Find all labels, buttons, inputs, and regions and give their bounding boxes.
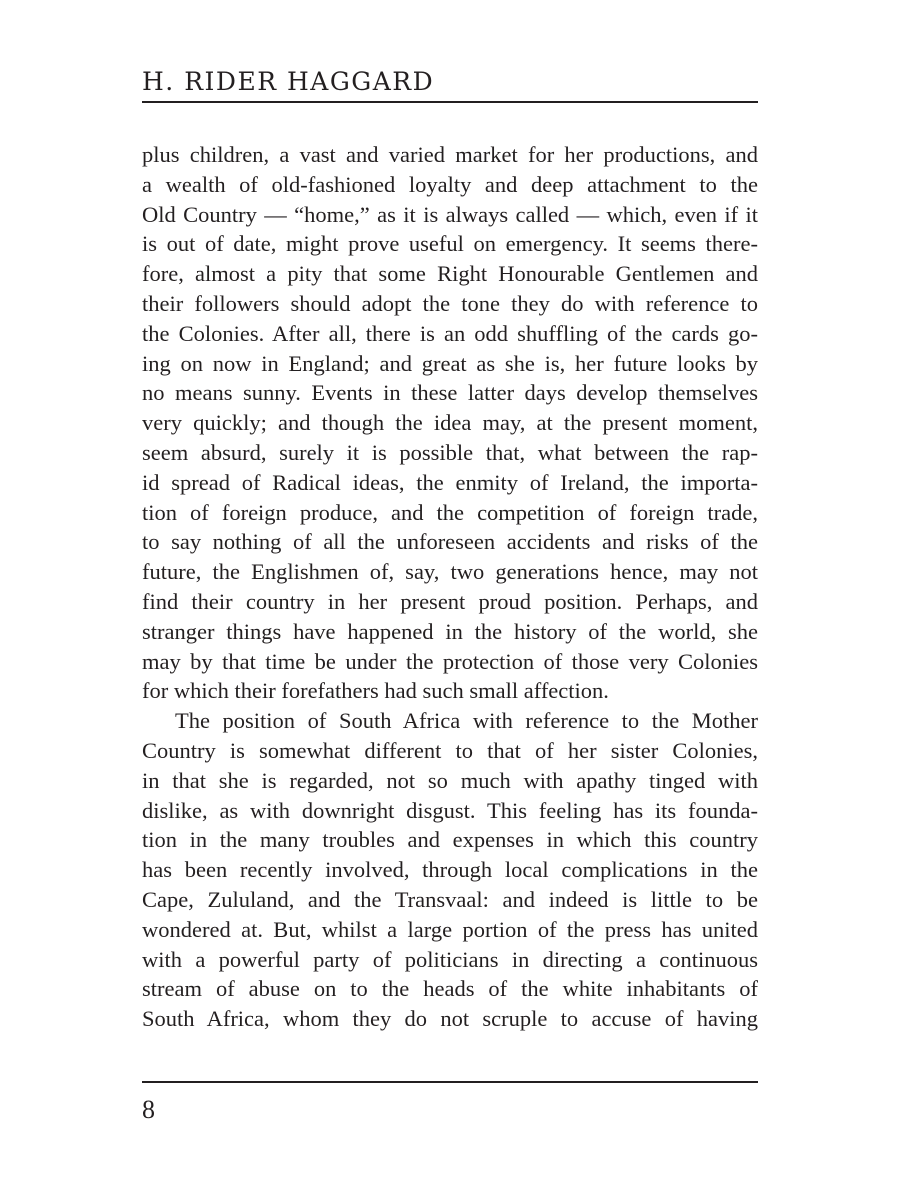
text-line: Country is somewhat different to that of her sister Colonies,: [142, 737, 758, 763]
text-line: find their country in her present proud position. Perhaps, and: [142, 588, 758, 614]
text-line: fore, almost a pity that some Right Honourable Gentlemen and: [142, 261, 758, 287]
text-line: future, the Englishmen of, say, two generations hence, may not: [142, 559, 758, 585]
text-line: South Africa, whom they do not scruple to accuse of having: [142, 1006, 758, 1032]
text-line: tion in the many troubles and expenses in which this country: [142, 827, 758, 853]
text-line: to say nothing of all the unforeseen accidents and risks of the: [142, 529, 758, 555]
text-line: The position of South Africa with reference to the Mother: [175, 708, 758, 734]
text-line: in that she is regarded, not so much with apathy tinged with: [142, 767, 758, 793]
text-line: plus children, a vast and varied market for her productions, and: [142, 142, 758, 167]
text-line: seem absurd, surely it is possible that, what between the rap-: [142, 439, 758, 465]
text-line: with a powerful party of politicians in directing a continuous: [142, 946, 758, 972]
text-line: wondered at. But, whilst a large portion of the press has united: [142, 916, 758, 942]
text-line: stranger things have happened in the history of the world, she: [142, 618, 758, 644]
text-line: no means sunny. Events in these latter days develop themselves: [142, 380, 758, 406]
text-line: the Colonies. After all, there is an odd shuffling of the cards go-: [142, 320, 758, 346]
header-rule: [142, 101, 758, 103]
text-line: very quickly; and though the idea may, at the present moment,: [142, 410, 758, 436]
text-line: tion of foreign produce, and the competition of foreign trade,: [142, 499, 758, 525]
text-line: dislike, as with downright disgust. This feeling has its founda-: [142, 797, 758, 823]
text-line: their followers should adopt the tone they do with reference to: [142, 290, 758, 316]
body-text: [142, 140, 758, 1034]
text-line: Cape, Zululand, and the Transvaal: and indeed is little to be: [142, 886, 758, 912]
text-line: for which their forefathers had such small affection.: [142, 678, 609, 704]
page-number: 8: [142, 1095, 155, 1124]
text-line: may by that time be under the protection of those very Colonies: [142, 648, 758, 674]
text-line: has been recently involved, through local complications in the: [142, 857, 758, 883]
text-line: Old Country — “home,” as it is always called — which, even if it: [142, 201, 758, 227]
text-line: a wealth of old-fashioned loyalty and deep attachment to the: [142, 171, 758, 197]
text-line: stream of abuse on to the heads of the white inhabitants of: [142, 976, 758, 1002]
running-head: H. RIDER HAGGARD: [142, 67, 435, 96]
text-line: is out of date, might prove useful on emergency. It seems there-: [142, 231, 758, 257]
footer-rule: [142, 1081, 758, 1083]
text-line: ing on now in England; and great as she is, her future looks by: [142, 350, 758, 376]
text-line: id spread of Radical ideas, the enmity of Ireland, the importa-: [142, 469, 758, 495]
